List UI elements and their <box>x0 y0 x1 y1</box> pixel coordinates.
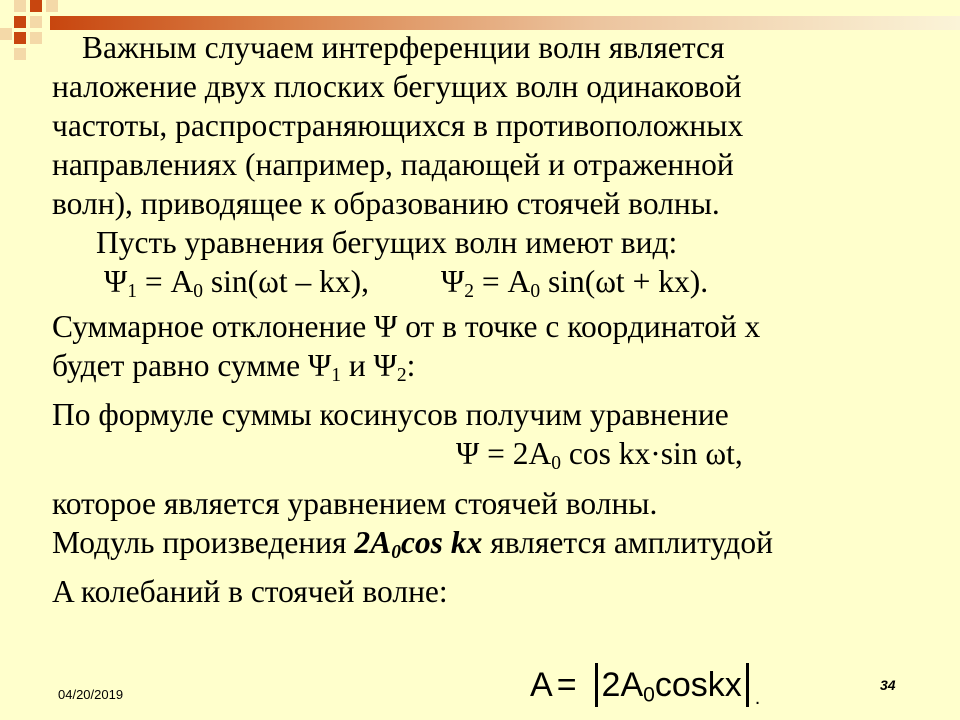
paragraph-1-line-4: направлениях (например, падающей и отраженной <box>52 147 734 183</box>
slide-number: 34 <box>880 677 896 693</box>
slide-date: 04/20/2019 <box>58 687 124 702</box>
deco-square <box>30 0 42 12</box>
slide-body <box>52 28 932 611</box>
deco-square <box>30 16 42 28</box>
deco-square <box>30 32 42 44</box>
wave-equations <box>52 262 932 301</box>
equation-1: $\Psi_1 = A_0$ sin(ωt – kx), <box>104 264 370 303</box>
paragraph-1-line-1: Важным случаем интерференции волн является <box>82 30 725 65</box>
deco-square <box>14 16 26 28</box>
amplitude-formula <box>530 660 760 710</box>
deco-square <box>0 28 12 40</box>
paragraph-6: Модуль произведения $2A_0\cos$ kx является амплитудой <box>52 524 773 563</box>
paragraph-4: По формуле суммы косинусов получим уравнение <box>52 397 729 433</box>
amplitude-body: $2A_0coskx$ <box>601 665 742 706</box>
paragraph-5: которое является уравнением стоячей волны. <box>52 485 658 521</box>
formula-dot: . <box>754 687 761 709</box>
deco-square <box>14 0 26 12</box>
paragraph-7: A колебаний в стоячей волне: <box>52 573 448 609</box>
paragraph-1-line-3: частоты, распространяющихся в противоположных <box>52 108 744 144</box>
amplitude-lhs: A <box>530 665 553 704</box>
equals-sign: = <box>556 665 577 704</box>
paragraph-1-line-2: наложение двух плоских бегущих волн одинаковой <box>52 69 742 105</box>
paragraph-3-line-1: Суммарное отклонение Ψ от в точке с координатой x <box>52 309 761 345</box>
equation-2: $\Psi_2 = A_0$ sin(ωt + kx). <box>441 264 709 303</box>
deco-square <box>14 48 26 60</box>
paragraph-1-line-5: волн), приводящее к образованию стоячей волны. <box>52 186 720 222</box>
deco-square <box>14 32 26 44</box>
paragraph-2: Пусть уравнения бегущих волн имеют вид: <box>96 225 678 261</box>
deco-square <box>46 0 58 12</box>
standing-wave-equation: $\Psi = 2A_0$ cos kx·sin ωt, <box>456 436 743 475</box>
abs-bar-right <box>746 663 749 707</box>
paragraph-3-line-2: будет равно сумме $\Psi_1$ и $\Psi_2$: <box>52 348 416 387</box>
abs-bar-left <box>595 663 598 707</box>
